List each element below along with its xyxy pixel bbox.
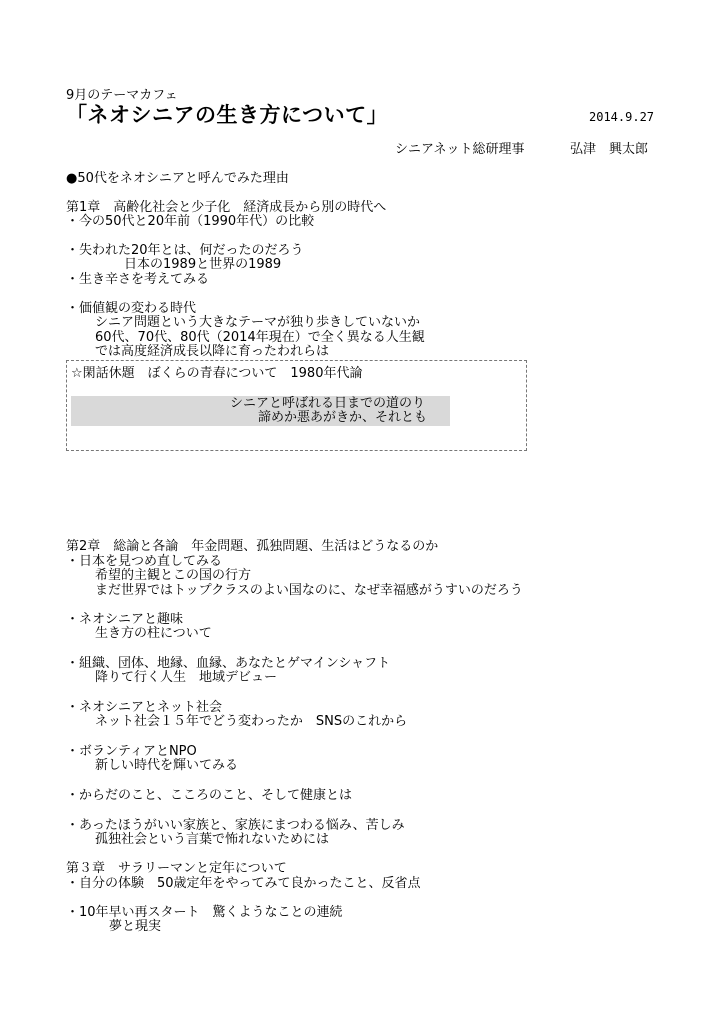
chapter-1-subitem: シニア問題という大きなテーマが独り歩きしていないか — [95, 315, 421, 330]
chapter-2-item: ・からだのこと、こころのこと、そして健康とは — [66, 788, 353, 803]
chapter-2-subitem: まだ世界ではトップクラスのよい国なのに、なぜ幸福感がうすいのだろう — [95, 583, 523, 598]
document-date: 2014.9.27 — [589, 110, 655, 124]
chapter-2-item: ・あったほうがいい家族と、家族にまつわる悩み、苦しみ — [66, 818, 405, 833]
chapter-2-item: ・組織、団体、地縁、血縁、あなたとゲマインシャフト — [66, 656, 391, 671]
chapter-1-item: ・価値観の変わる時代 — [66, 301, 197, 316]
aside-line: 諦めか悪あがきか、それとも — [258, 410, 428, 425]
aside-heading: ☆閑話休題 ぼくらの青春について 1980年代論 — [71, 366, 363, 381]
author-name: 弘津 興太郎 — [570, 142, 649, 157]
chapter-2-heading: 第2章 総論と各論 年金問題、孤独問題、生活はどうなるのか — [66, 539, 439, 554]
chapter-1-heading: 第1章 高齢化社会と少子化 経済成長から別の時代へ — [66, 200, 387, 215]
chapter-3-subitem: 夢と現実 — [109, 919, 162, 934]
chapter-2-subitem: 孤独社会という言葉で怖れないためには — [95, 832, 330, 847]
chapter-1-item: ・今の50代と20年前（1990年代）の比較 — [66, 214, 315, 229]
chapter-2-subitem: 新しい時代を輝いてみる — [95, 758, 239, 773]
chapter-2-item: ・ボランティアとNPO — [66, 744, 197, 759]
chapter-1-subitem: では高度経済成長以降に育ったわれらは — [95, 344, 330, 359]
chapter-3-item: ・自分の体験 50歳定年をやってみて良かったこと、反省点 — [66, 876, 421, 891]
chapter-1-subitem: 60代、70代、80代（2014年現在）で全く異なる人生観 — [95, 330, 425, 345]
chapter-3-heading: 第３章 サラリーマンと定年について — [66, 861, 287, 876]
chapter-2-subitem: 希望的主観とこの国の行方 — [95, 568, 252, 583]
chapter-2-subitem: ネット社会１５年でどう変わったか SNSのこれから — [95, 714, 408, 729]
chapter-2-item: ・日本を見つめ直してみる — [66, 554, 223, 569]
chapter-2-subitem: 生き方の柱について — [95, 626, 212, 641]
chapter-2-subitem: 降りて行く人生 地域デビュー — [95, 670, 278, 685]
chapter-1-item: ・生き辛さを考えてみる — [66, 272, 210, 287]
document-title: 「ネオシニアの生き方について」 — [66, 103, 389, 127]
reason-heading: ●50代をネオシニアと呼んでみた理由 — [66, 171, 289, 186]
event-label: 9月のテーマカフェ — [66, 88, 178, 103]
chapter-3-item: ・10年早い再スタート 驚くようなことの連続 — [66, 905, 343, 920]
chapter-1-item: ・失われた20年とは、何だったのだろう — [66, 243, 304, 258]
chapter-2-item: ・ネオシニアと趣味 — [66, 612, 184, 627]
chapter-2-item: ・ネオシニアとネット社会 — [66, 700, 223, 715]
aside-line: シニアと呼ばれる日までの道のり — [230, 396, 426, 411]
chapter-1-subitem: 日本の1989と世界の1989 — [124, 257, 282, 272]
author-role: シニアネット総研理事 — [395, 142, 525, 157]
